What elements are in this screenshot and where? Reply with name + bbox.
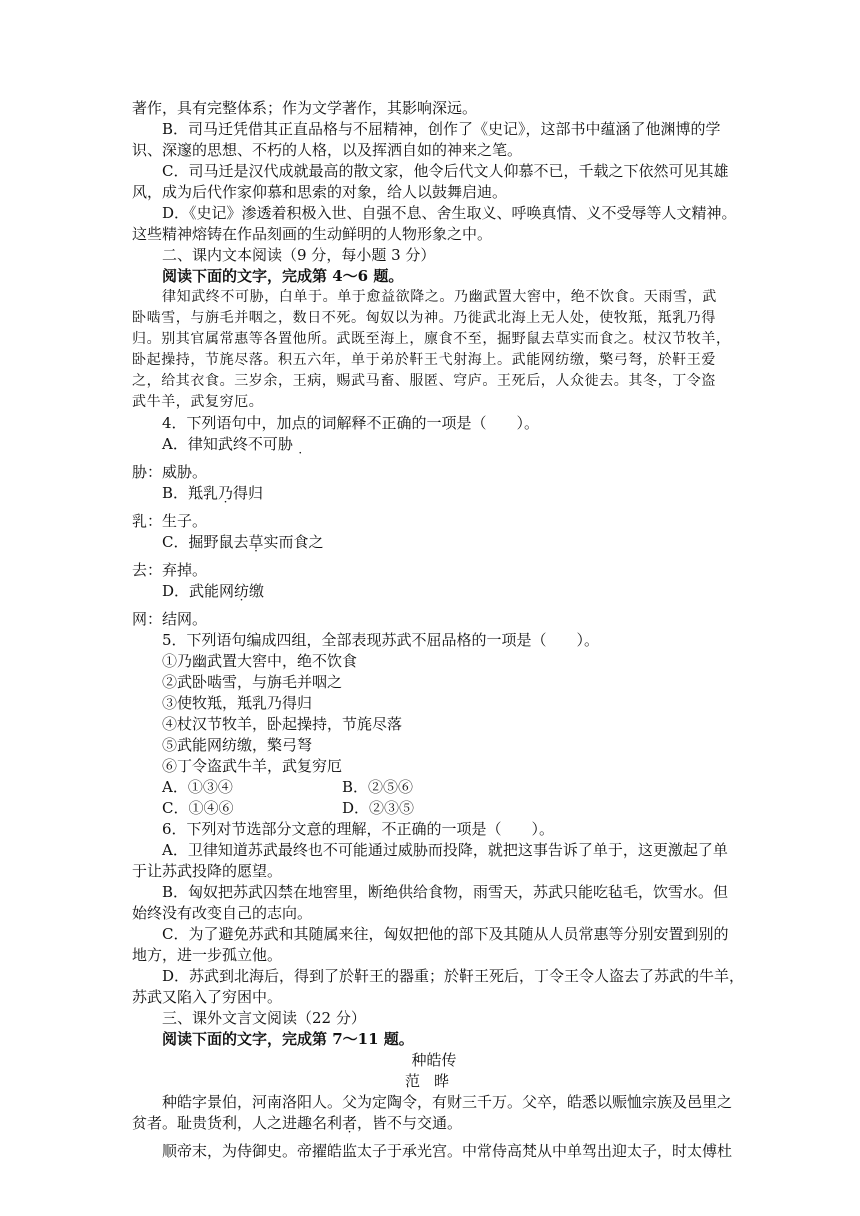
q5-choice-c: C．①④⑥ <box>162 799 234 817</box>
q4-option-d: D．武能网纺缴 <box>162 582 265 600</box>
q4-option-b: B．羝乳乃得归 <box>162 484 264 502</box>
document-body <box>132 98 745 1162</box>
question-5-stem: 5．下列语句编成四组，全部表现苏武不屈品格的一项是（ ）。 <box>162 631 600 649</box>
q5-choice-a: A．①③④ <box>162 778 233 796</box>
question-6-stem: 6．下列对节选部分文意的理解，不正确的一项是（ ）。 <box>162 820 555 838</box>
q4-gloss-c: 去：弃掉。 <box>132 561 208 579</box>
q5-item: ④杖汉节牧羊，卧起操持，节旄尽落 <box>162 715 403 733</box>
emphasis-dot-word: 网 <box>219 582 235 600</box>
passage-line: 卧啮雪，与旃毛并咽之，数日不死。匈奴以为神。乃徙武北海上无人处，使牧羝，羝乳乃得 <box>132 310 716 326</box>
emphasis-dot-word: 胁 <box>277 435 293 453</box>
q6-line: 于让苏武投降的愿望。 <box>132 862 283 880</box>
q5-item: ⑤武能网纺缴，檠弓弩 <box>162 736 313 754</box>
passage-author: 范晔 <box>404 1072 463 1090</box>
emphasis-dot-word: 去 <box>233 533 249 551</box>
q4-gloss-d: 网：结网。 <box>132 610 208 628</box>
passage-line: 归。别其官属常惠等各置他所。武既至海上，廪食不至，掘野鼠去草实而食之。杖汉节牧羊， <box>132 331 731 347</box>
q5-choice-b: B．②⑤⑥ <box>342 778 414 796</box>
intro-line: 风，成为后代作家仰慕和思索的对象，给人以鼓舞启迪。 <box>132 183 508 201</box>
intro-line: 识、深邃的思想、不朽的人格，以及挥洒自如的神来之笔。 <box>132 141 523 159</box>
intro-line: C．司马迁是汉代成就最高的散文家，他令后代文人仰慕不已，千载之下依然可见其雄 <box>162 162 729 180</box>
section-heading: 二、课内文本阅读（9 分，每小题 3 分） <box>162 246 436 264</box>
passage-line: 之，给其衣食。三岁余，王病，赐武马畜、服匿、穹庐。王死后，人众徙去。其冬，丁令盗 <box>132 373 716 389</box>
q6-line: B．匈奴把苏武囚禁在地窖里，断绝供给食物，雨雪天，苏武只能吃毡毛，饮雪水。但 <box>162 883 729 901</box>
emphasis-dot-word: 乳 <box>203 484 219 502</box>
passage-title: 种皓传 <box>411 1051 457 1069</box>
passage-line: 顺帝末，为侍御史。帝擢皓监太子于承光宫。中常侍高梵从中单驾出迎太子，时太傅杜 <box>162 1142 733 1160</box>
q6-line: 苏武又陷入了穷困中。 <box>132 988 283 1006</box>
q4-gloss-a: 胁：威胁。 <box>132 463 208 481</box>
passage-line: 律知武终不可胁，白单于。单于愈益欲降之。乃幽武置大窖中，绝不饮食。天雨雪，武 <box>162 289 717 305</box>
q4-gloss-b: 乳：生子。 <box>132 512 208 530</box>
q5-item: ①乃幽武置大窖中，绝不饮食 <box>162 652 358 670</box>
question-4-stem: 4．下列语句中，加点的词解释不正确的一项是（ ）。 <box>162 414 540 432</box>
q6-line: A．卫律知道苏武最终也不可能通过威胁而投降，就把这事告诉了单于，这更激起了单 <box>162 841 728 859</box>
q5-choice-row <box>132 798 736 819</box>
intro-line: 这些精神熔铸在作品刻画的生动鲜明的人物形象之中。 <box>132 225 493 243</box>
section-instruction: 阅读下面的文字，完成第 7～11 题。 <box>162 1030 414 1048</box>
q5-item: ⑥丁令盗武牛羊，武复穷厄 <box>162 757 343 775</box>
q6-line: 始终没有改变自己的志向。 <box>132 904 313 922</box>
q4-option-c: C．掘野鼠去草实而食之 <box>162 533 324 551</box>
q5-choice-d: D．②③⑤ <box>342 799 415 817</box>
passage-line: 种皓字景伯，河南洛阳人。父为定陶令，有财三千万。父卒，皓悉以赈恤宗族及邑里之 <box>162 1093 733 1111</box>
passage-line: 贫者。耻贵货利，人之进趣名利者，皆不与交通。 <box>132 1114 463 1132</box>
intro-line: 著作，具有完整体系；作为文学著作，其影响深远。 <box>132 99 478 117</box>
emphasis-dot-word: 者 <box>342 1114 358 1132</box>
intro-line: D．《史记》渗透着积极入世、自强不息、舍生取义、呼唤真情、义不受辱等人文精神。 <box>162 204 737 222</box>
section-heading: 三、课外文言文阅读（22 分） <box>162 1009 366 1027</box>
q4-option-a: A．律知武终不可胁 <box>162 435 293 453</box>
q5-choice-row <box>132 777 736 798</box>
q5-item: ②武卧啮雪，与旃毛并咽之 <box>162 673 343 691</box>
q5-item: ③使牧羝，羝乳乃得归 <box>162 694 313 712</box>
section-instruction: 阅读下面的文字，完成第 4～6 题。 <box>162 267 404 285</box>
q6-line: 地方，进一步孤立他。 <box>132 946 283 964</box>
q6-line: D．苏武到北海后，得到了於靬王的器重；於靬王死后，丁令王令人盗去了苏武的牛羊， <box>162 967 745 985</box>
intro-line: B．司马迁凭借其正直品格与不屈精神，创作了《史记》，这部书中蕴涵了他渊博的学 <box>162 120 721 138</box>
passage-line: 武牛羊，武复穷厄。 <box>132 394 264 410</box>
q6-line: C．为了避免苏武和其随属来往，匈奴把他的部下及其随从人员常惠等分别安置到别的 <box>162 925 729 943</box>
passage-line: 卧起操持，节旄尽落。积五六年，单于弟於靬王弋射海上。武能网纺缴，檠弓弩，於靬王爱 <box>132 352 716 368</box>
